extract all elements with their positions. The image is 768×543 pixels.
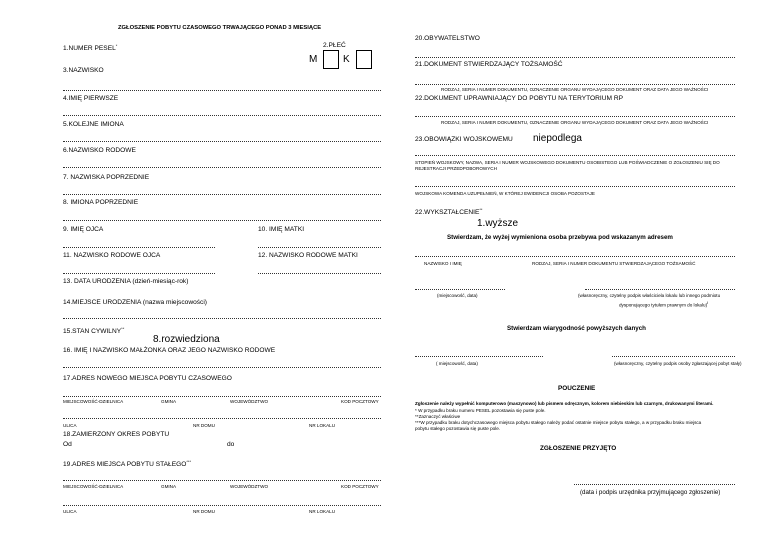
dokument-tozsamosci-line[interactable] [415, 84, 735, 85]
addr-col-nr-lokalu: NR LOKALU [309, 423, 336, 428]
field-okres-label: 18.ZAMIERZONY OKRES POBYTU [63, 431, 170, 438]
zglaszajacy-caption: (własnoręczny, czytelny podpis osoby zgłaszającej pobyt stały) [614, 361, 742, 366]
wlasciciel-signature-line[interactable] [585, 289, 735, 290]
nazwisko-rodowe-ojca-line[interactable] [63, 273, 215, 274]
nazwisko-rodowe-matki-line[interactable] [258, 273, 381, 274]
miejscowosc-data-line-2[interactable] [415, 356, 543, 357]
stan-cywilny-value[interactable]: 8.rozwiedziona [153, 334, 220, 345]
imie-matki-line[interactable] [258, 247, 381, 248]
form-title: ZGŁOSZENIE POBYTU CZASOWEGO TRWAJĄCEGO PONAD 3 MIESIĄCE [118, 25, 322, 31]
nazwisko-rodowe-line[interactable] [63, 167, 381, 168]
nazwisko-line[interactable] [63, 90, 381, 91]
addr2-col-ulica: ULICA [63, 509, 77, 514]
imie-pierwsze-line[interactable] [63, 115, 381, 116]
okres-do-label: do [227, 441, 235, 448]
stopien-caption-1: STOPIEŃ WOJSKOWY, NAZWA, SERIA I NUMER WOJSKOWEGO DOKUMENTU OSOBISTEGO LUB POŚWIADCZENIE O ZGŁOSZENIU SIĘ DO REJESTRACJI PRZEDPOBOROWYCH [415, 160, 720, 171]
doc-caption-2: RODZAJ, SERIA I NUMER DOKUMENTU, OZNACZENIE ORGANU WYDAJĄCEGO DOKUMENT ORAZ DATA JEGO WAŻNOŚCI [441, 120, 709, 125]
field-adres-staly-label: 19.ADRES MIEJSCA POBYTU STAŁEGO*** [63, 459, 192, 469]
plec-m-label: M [309, 54, 318, 65]
addr2-col-miejscowosc: MIEJSCOWOŚĆ-DZIELNICA [63, 484, 124, 489]
field-nazwisko-label: 3.NAZWISKO [63, 67, 104, 74]
field-nazwisko-rodowe-matki-label: 12. NAZWISKO RODOWE MATKI [258, 252, 358, 259]
przyjeto-heading: ZGŁOSZENIE PRZYJĘTO [540, 445, 617, 452]
field-imie-ojca-label: 9. IMIĘ OJCA [63, 226, 104, 233]
addr-col-gmina: GMINA [161, 399, 177, 404]
field-imie-matki-label: 10. IMIĘ MATKI [258, 226, 305, 233]
stwierdzam-wiarygodnosc-heading: Stwierdzam wiarygodność powyższych danych [507, 325, 646, 332]
nazwiska-poprzednie-line[interactable] [63, 194, 381, 195]
adres-nowy-line2[interactable] [63, 418, 381, 419]
field-imiona-poprzednie-label: 8. IMIONA POPRZEDNIE [63, 199, 139, 206]
addr-col-ulica: ULICA [63, 423, 77, 428]
field-plec-label: 2.PŁEĆ [323, 42, 346, 49]
addr-col-nr-domu: NR DOMU [193, 423, 215, 428]
kolejne-imiona-line[interactable] [63, 141, 381, 142]
plec-k-checkbox[interactable] [356, 50, 372, 69]
addr2-col-kod: KOD POCZTOWY [341, 484, 379, 489]
wlasciciel-caption-1: (własnoręczny, czytelny podpis właściciela lokalu lub innego podmiotu [578, 293, 721, 298]
urzednik-signature-line[interactable] [574, 484, 735, 485]
miejscowosc-data-caption: (miejscowość, data) [437, 293, 478, 298]
adres-nowy-line1[interactable] [63, 396, 381, 397]
addr2-col-nr-lokalu: NR LOKALU [309, 509, 336, 514]
addr2-col-wojewodztwo: WOJEWÓDZTWO [230, 484, 269, 489]
field-adres-nowy-label: 17.ADRES NOWEGO MIEJSCA POBYTU CZASOWEGO [63, 375, 232, 382]
pouczenie-heading: POUCZENIE [558, 385, 596, 392]
field-obowiazki-label: 23.OBOWIĄZKI WOJSKOWEMU [415, 136, 513, 143]
addr-col-wojewodztwo: WOJEWÓDZTWO [230, 399, 269, 404]
addr-col-miejscowosc: MIEJSCOWOŚĆ-DZIELNICA [63, 399, 124, 404]
miejsce-urodzenia-line[interactable] [63, 318, 381, 319]
pouczenie-line-1: Zgłoszenie należy wypełnić komputerowo (maszynowo) lub pismem odręcznym, kolorem niebieskim lub czarnym, drukowanymi literami. [415, 401, 714, 406]
urzednik-caption: (data i podpis urzędnika przyjmującego zgłoszenie) [580, 489, 721, 496]
obywatelstwo-line[interactable] [415, 57, 735, 58]
adres-staly-line1[interactable] [63, 480, 381, 481]
wlasciciel-caption-2: dysponującego tytułem prawnym do lokalu)$^I$ [619, 300, 709, 308]
addr2-col-nr-domu: NR DOMU [193, 509, 215, 514]
field-dokument-tozsamosci-label: 21.DOKUMENT STWIERDZAJĄCY TOŻSAMOŚĆ [415, 61, 563, 68]
miejscowosc-data-caption-2: ( miejscowość, data) [436, 361, 478, 366]
addr-col-kod: KOD POCZTOWY [341, 399, 379, 404]
obowiazki-line[interactable] [415, 155, 735, 156]
field-nazwisko-rodowe-label: 6.NAZWISKO RODOWE [63, 147, 136, 154]
malzonek-line[interactable] [63, 367, 381, 368]
field-obywatelstwo-label: 20.OBYWATELSTWO [415, 35, 480, 42]
obowiazki-value[interactable]: niepodlega [533, 133, 582, 144]
field-imie-pierwsze-label: 4.IMIĘ PIERWSZE [63, 95, 119, 102]
field-miejsce-urodzenia-label: 14.MIEJSCE URODZENIA (nazwa miejscowości) [63, 299, 207, 306]
nazwisko-imie-caption: NAZWISKO I IMIĘ [424, 261, 462, 266]
stwierdzam-pobyt-heading: Stwierdzam, że wyżej wymieniona osoba przebywa pod wskazanym adresem [447, 234, 673, 241]
field-data-urodzenia-label: 13. DATA URODZENIA (dzień-miesiąc-rok) [63, 278, 189, 285]
plec-m-checkbox[interactable] [323, 50, 339, 69]
miejscowosc-data-line[interactable] [415, 289, 505, 290]
field-pesel-label: 1.NUMER PESEL* [63, 43, 118, 53]
pouczenie-line-2: * W przypadku braku numeru PESEL pozostawia się puste pole. [415, 408, 546, 413]
zglaszajacy-signature-line[interactable] [612, 356, 735, 357]
plec-k-label: K [343, 54, 350, 65]
pouczenie-line-5: pobytu stałego pozostawia się puste pole. [415, 426, 501, 431]
field-dokument-uprawniajacy-label: 22.DOKUMENT UPRAWNIAJĄCY DO POBYTU NA TERYTORIUM RP [415, 95, 623, 102]
nazwisko-imie-line[interactable] [415, 256, 735, 257]
field-malzonek-label: 16. IMIĘ I NAZWISKO MAŁŻONKA ORAZ JEGO NAZWISKO RODOWE [63, 347, 276, 354]
rodzaj-dok-caption: RODZAJ, SERIA I NUMER DOKUMENTU STWIERDZAJĄCEGO TOŻSAMOŚĆ [532, 261, 696, 266]
field-nazwiska-poprzednie-label: 7. NAZWISKA POPRZEDNIE [63, 174, 150, 181]
okres-od-label: Od [63, 441, 72, 448]
imie-ojca-line[interactable] [63, 247, 215, 248]
addr2-col-gmina: GMINA [161, 484, 177, 489]
field-kolejne-imiona-label: 5.KOLEJNE IMIONA [63, 121, 124, 128]
pouczenie-line-3: **Zaznaczyć właściwe [415, 414, 461, 419]
field-stan-cywilny-label: 15.STAN CYWILNY** [63, 326, 125, 336]
doc-caption-1: RODZAJ, SERIA I NUMER DOKUMENTU, OZNACZENIE ORGANU WYDAJĄCEGO DOKUMENT ORAZ DATA JEGO WAŻNOŚCI [441, 87, 709, 92]
pouczenie-line-4: ***W przypadku braku dotychczasowego miejsca pobytu stałego należy podać ostatnie miejsce pobytu stałego, a w przypadku braku miejsca [415, 420, 702, 425]
field-wyksztalcenie-label: 22.WYKSZTAŁCENIE** [415, 207, 483, 217]
field-nazwisko-rodowe-ojca-label: 11. NAZWISKO RODOWE OJCA [63, 252, 161, 259]
wku-caption: WOJSKOWA KOMENDA UZUPEŁNIEŃ, W KTÓREJ EWIDENCJI OSOBA POZOSTAJE [415, 191, 595, 196]
dokument-uprawniajacy-line[interactable] [415, 116, 735, 117]
wku-line[interactable] [415, 186, 735, 187]
imiona-poprzednie-line[interactable] [63, 220, 381, 221]
wyksztalcenie-value[interactable]: 1.wyższe [477, 218, 519, 229]
adres-staly-line2[interactable] [63, 505, 381, 506]
